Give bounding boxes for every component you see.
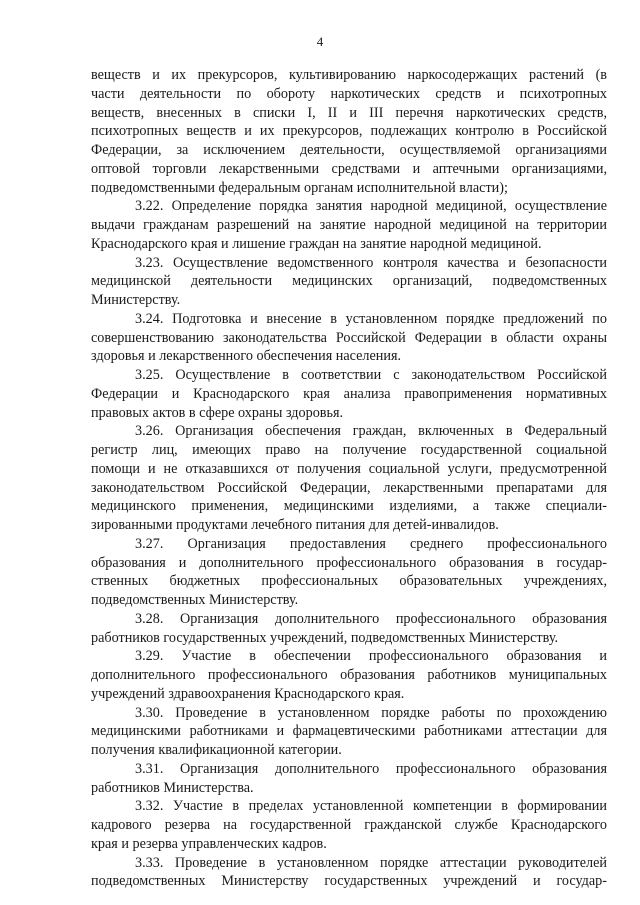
text-line: правовых актов в сфере охраны здоровья. (91, 404, 344, 421)
text-line: медицинскими работниками и фармацевтическими работниками аттестации для (91, 723, 607, 740)
text-line: ственных бюджетных профессиональных образовательных учреждениях, (91, 573, 607, 590)
text-line: выдачи гражданам разрешений на занятие народной медициной на территории (91, 217, 607, 233)
text-line: Федерации, за исключением деятельности, осуществляемой организациями (91, 142, 607, 158)
paragraph-3-22 (91, 197, 607, 253)
paragraph-continuation (91, 66, 607, 197)
text-line: 3.28. Организация дополнительного профессионального образования (135, 610, 607, 627)
text-line: веществ и их прекурсоров, культивированию наркосодержащих растений (в (91, 67, 607, 83)
text-line: работников государственных учреждений, подведомственных Министерству. (91, 629, 559, 646)
paragraph-3-32 (91, 797, 607, 853)
document-body (91, 66, 607, 891)
paragraph-3-25 (91, 366, 607, 422)
text-line: 3.30. Проведение в установленном порядке работы по прохождению (135, 704, 607, 721)
text-line: Федерации и Краснодарского края анализа правоприменения нормативных (91, 385, 607, 402)
paragraph-3-26 (91, 422, 607, 535)
page-number: 4 (316, 34, 324, 49)
text-line: дополнительного профессионального образования работников муниципальных (91, 667, 607, 683)
text-line: кадрового резерва на государственной гражданской службе Краснодарского (91, 817, 607, 833)
text-line: совершенствованию законодательства Российской Федерации в области охраны (91, 329, 607, 346)
text-line: образования и дополнительного профессионального образования в государ- (91, 554, 607, 571)
text-line: Краснодарского края и лишение граждан на занятие народной медициной. (91, 235, 542, 252)
text-line: психотропных веществ и их прекурсоров, подлежащих контролю в Российской (91, 123, 607, 140)
paragraph-3-24 (91, 310, 607, 366)
text-line: 3.31. Организация дополнительного профессионального образования (135, 760, 607, 777)
paragraph-3-31 (91, 760, 607, 798)
text-line: оптовой торговли лекарственными средствами и аптечными организациями, (91, 160, 607, 177)
text-line: 3.33. Проведение в установленном порядке аттестации руководителей (135, 854, 607, 871)
text-line: части деятельности по обороту наркотических средств и психотропных (91, 85, 607, 102)
text-line: 3.25. Осуществление в соответствии с законодательством Российской (135, 367, 607, 383)
text-line: 3.26. Организация обеспечения граждан, включенных в Федеральный (135, 423, 607, 440)
text-line: подведомственных Министерству. (91, 592, 299, 608)
text-line: 3.23. Осуществление ведомственного контроля качества и безопасности (135, 254, 607, 271)
text-line: здоровья и лекарственного обеспечения населения. (91, 348, 402, 365)
text-line: Министерству. (91, 292, 181, 308)
paragraph-3-33 (91, 854, 607, 892)
text-line: подведомственных Министерству государственных учреждений и государ- (91, 873, 607, 890)
text-line: подведомственными федеральным органам исполнительной власти); (91, 179, 508, 196)
text-line: веществ, внесенных в списки I, II и III перечня наркотических средств, (91, 104, 607, 121)
text-line: работников Министерства. (91, 779, 254, 796)
text-line: законодательством Российской Федерации, лекарственными препаратами для (91, 479, 607, 496)
text-line: 3.32. Участие в пределах установленной компетенции в формировании (135, 798, 607, 815)
text-line: 3.24. Подготовка и внесение в установленном порядке предложений по (135, 310, 607, 327)
text-line: учреждений здравоохранения Краснодарского края. (91, 685, 405, 702)
text-line: медицинской деятельности медицинских организаций, подведомственных (91, 273, 607, 290)
text-line: регистр лиц, имеющих право на получение государственной социальной (91, 442, 607, 458)
text-line: 3.22. Определение порядка занятия народной медициной, осуществление (135, 198, 607, 215)
text-line: 3.29. Участие в обеспечении профессионального образования и (135, 648, 607, 665)
text-line: 3.27. Организация предоставления среднего профессионального (135, 535, 607, 552)
paragraph-3-27 (91, 535, 607, 610)
text-line: получения квалификационной категории. (91, 742, 342, 758)
text-line: края и резерва управленческих кадров. (91, 835, 327, 852)
paragraph-3-29 (91, 647, 607, 703)
text-line: помощи и не отказавшихся от получения социальной услуги, предусмотренной (91, 460, 607, 477)
paragraph-3-28 (91, 610, 607, 648)
text-line: медицинского применения, медицинскими изделиями, а также специали- (91, 498, 607, 515)
paragraph-3-23 (91, 254, 607, 310)
paragraph-3-30 (91, 704, 607, 760)
text-line: зированными продуктами лечебного питания для детей-инвалидов. (91, 517, 499, 533)
